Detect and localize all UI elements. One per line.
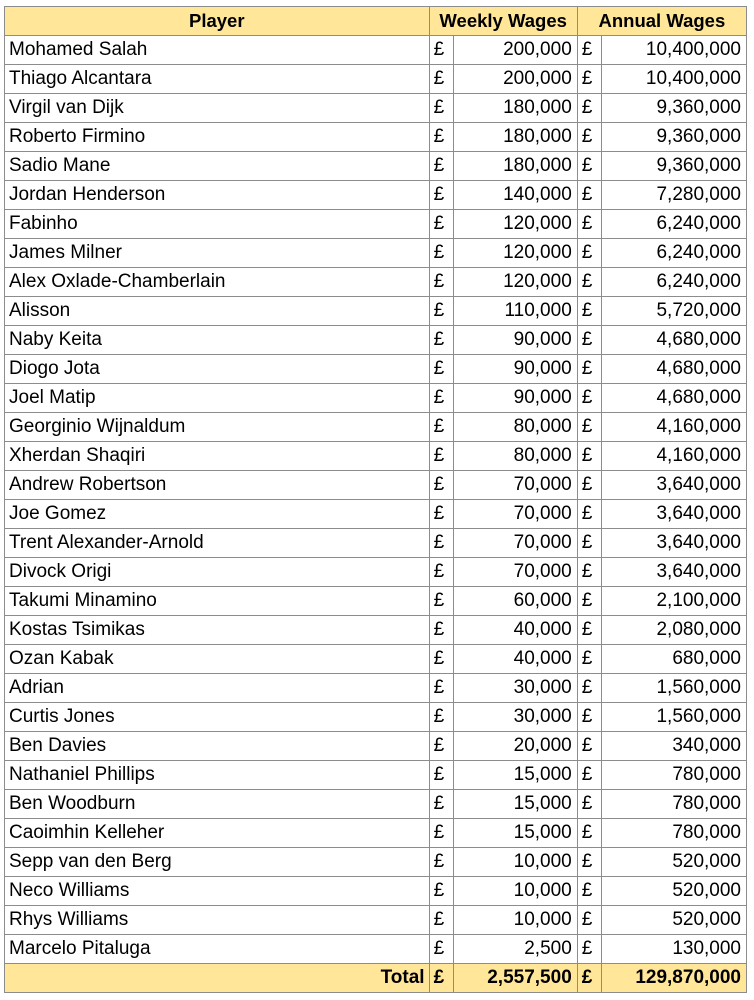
annual-currency-cell[interactable]: £ [577,384,601,413]
weekly-currency-cell[interactable]: £ [429,645,453,674]
annual-wage-cell[interactable]: 4,680,000 [601,326,746,355]
weekly-currency-cell[interactable]: £ [429,94,453,123]
annual-wage-cell[interactable]: 780,000 [601,761,746,790]
annual-currency-cell[interactable]: £ [577,36,601,65]
annual-wage-cell[interactable]: 9,360,000 [601,152,746,181]
annual-currency-cell[interactable]: £ [577,761,601,790]
annual-currency-cell[interactable]: £ [577,471,601,500]
player-name-cell[interactable]: Adrian [5,674,430,703]
annual-currency-cell[interactable]: £ [577,123,601,152]
weekly-currency-cell[interactable]: £ [429,384,453,413]
weekly-wage-cell[interactable]: 120,000 [453,210,577,239]
weekly-currency-cell[interactable]: £ [429,268,453,297]
annual-currency-cell[interactable]: £ [577,239,601,268]
total-label[interactable]: Total [5,964,430,993]
weekly-wage-cell[interactable]: 15,000 [453,819,577,848]
weekly-wage-cell[interactable]: 15,000 [453,790,577,819]
table-row [5,732,747,761]
player-name-cell[interactable]: Naby Keita [5,326,430,355]
annual-currency-cell[interactable]: £ [577,877,601,906]
table-row [5,181,747,210]
table-row [5,877,747,906]
weekly-wage-cell[interactable]: 120,000 [453,268,577,297]
player-name-cell[interactable]: Alex Oxlade-Chamberlain [5,268,430,297]
annual-wage-cell[interactable]: 130,000 [601,935,746,964]
annual-wage-cell[interactable]: 780,000 [601,819,746,848]
table-row [5,703,747,732]
annual-currency-cell[interactable]: £ [577,790,601,819]
weekly-currency-cell[interactable]: £ [429,674,453,703]
table-row [5,906,747,935]
table-row [5,616,747,645]
annual-wage-cell[interactable]: 520,000 [601,906,746,935]
weekly-wage-cell[interactable]: 80,000 [453,413,577,442]
annual-currency-cell[interactable]: £ [577,94,601,123]
weekly-wage-cell[interactable]: 200,000 [453,65,577,94]
player-name-cell[interactable]: Alisson [5,297,430,326]
wages-table [4,6,747,993]
weekly-currency-cell[interactable]: £ [429,906,453,935]
annual-currency-cell[interactable]: £ [577,703,601,732]
annual-currency-cell[interactable]: £ [577,152,601,181]
weekly-currency-cell[interactable]: £ [429,935,453,964]
weekly-wage-cell[interactable]: 90,000 [453,326,577,355]
annual-currency-cell[interactable]: £ [577,935,601,964]
weekly-wage-cell[interactable]: 70,000 [453,558,577,587]
weekly-currency-cell[interactable]: £ [429,297,453,326]
annual-wage-cell[interactable]: 10,400,000 [601,36,746,65]
weekly-currency-cell[interactable]: £ [429,500,453,529]
player-name-cell[interactable]: Joe Gomez [5,500,430,529]
table-row [5,442,747,471]
table-row [5,761,747,790]
weekly-wage-cell[interactable]: 70,000 [453,529,577,558]
weekly-currency-cell[interactable]: £ [429,732,453,761]
weekly-currency-cell[interactable]: £ [429,36,453,65]
player-name-cell[interactable]: Nathaniel Phillips [5,761,430,790]
annual-wage-cell[interactable]: 4,680,000 [601,384,746,413]
annual-wage-cell[interactable]: 4,160,000 [601,413,746,442]
player-name-cell[interactable]: Virgil van Dijk [5,94,430,123]
total-row [5,964,747,993]
weekly-currency-cell[interactable]: £ [429,877,453,906]
weekly-wage-cell[interactable]: 40,000 [453,645,577,674]
annual-wage-cell[interactable]: 10,400,000 [601,65,746,94]
table-row [5,65,747,94]
weekly-currency-cell[interactable]: £ [429,210,453,239]
annual-wage-cell[interactable]: 6,240,000 [601,239,746,268]
annual-currency-cell[interactable]: £ [577,732,601,761]
player-name-cell[interactable]: Rhys Williams [5,906,430,935]
weekly-currency-cell[interactable]: £ [429,558,453,587]
player-name-cell[interactable]: Neco Williams [5,877,430,906]
weekly-wage-cell[interactable]: 120,000 [453,239,577,268]
header-row [5,7,747,36]
weekly-currency-cell[interactable]: £ [429,65,453,94]
annual-currency-cell[interactable]: £ [577,558,601,587]
table-row [5,471,747,500]
weekly-wage-cell[interactable]: 200,000 [453,36,577,65]
annual-wage-cell[interactable]: 680,000 [601,645,746,674]
weekly-currency-cell[interactable]: £ [429,703,453,732]
annual-wage-cell[interactable]: 780,000 [601,790,746,819]
weekly-currency-cell[interactable]: £ [429,819,453,848]
weekly-wage-cell[interactable]: 180,000 [453,94,577,123]
annual-wage-cell[interactable]: 2,100,000 [601,587,746,616]
weekly-wage-cell[interactable]: 60,000 [453,587,577,616]
annual-currency-cell[interactable]: £ [577,645,601,674]
annual-wage-cell[interactable]: 7,280,000 [601,181,746,210]
annual-currency-cell[interactable]: £ [577,442,601,471]
player-name-cell[interactable]: Ben Davies [5,732,430,761]
player-name-cell[interactable]: Joel Matip [5,384,430,413]
table-row [5,674,747,703]
weekly-currency-cell[interactable]: £ [429,152,453,181]
annual-wage-cell[interactable]: 9,360,000 [601,94,746,123]
header-weekly-wages[interactable]: Weekly Wages [429,7,577,36]
annual-wage-cell[interactable]: 520,000 [601,877,746,906]
weekly-currency-cell[interactable]: £ [429,239,453,268]
annual-wage-cell[interactable]: 3,640,000 [601,471,746,500]
annual-currency-cell[interactable]: £ [577,355,601,384]
player-name-cell[interactable]: Ozan Kabak [5,645,430,674]
table-row [5,587,747,616]
weekly-currency-cell[interactable]: £ [429,790,453,819]
annual-wage-cell[interactable]: 3,640,000 [601,558,746,587]
player-name-cell[interactable]: Marcelo Pitaluga [5,935,430,964]
weekly-wage-cell[interactable]: 10,000 [453,848,577,877]
table-row [5,36,747,65]
weekly-currency-cell[interactable]: £ [429,587,453,616]
weekly-wage-cell[interactable]: 30,000 [453,674,577,703]
weekly-wage-cell[interactable]: 10,000 [453,906,577,935]
player-name-cell[interactable]: Xherdan Shaqiri [5,442,430,471]
player-name-cell[interactable]: Jordan Henderson [5,181,430,210]
annual-currency-cell[interactable]: £ [577,65,601,94]
table-row [5,239,747,268]
table-row [5,94,747,123]
annual-currency-cell[interactable]: £ [577,500,601,529]
annual-currency-cell[interactable]: £ [577,210,601,239]
weekly-currency-cell[interactable]: £ [429,123,453,152]
weekly-currency-cell[interactable]: £ [429,848,453,877]
annual-wage-cell[interactable]: 6,240,000 [601,268,746,297]
annual-currency-cell[interactable]: £ [577,906,601,935]
total-annual-wages[interactable]: 129,870,000 [601,964,746,993]
annual-wage-cell[interactable]: 3,640,000 [601,529,746,558]
table-row [5,210,747,239]
annual-wage-cell[interactable]: 4,160,000 [601,442,746,471]
header-player[interactable]: Player [5,7,430,36]
weekly-wage-cell[interactable]: 140,000 [453,181,577,210]
player-name-cell[interactable]: Thiago Alcantara [5,65,430,94]
weekly-wage-cell[interactable]: 2,500 [453,935,577,964]
annual-wage-cell[interactable]: 6,240,000 [601,210,746,239]
annual-currency-cell[interactable]: £ [577,529,601,558]
player-name-cell[interactable]: Kostas Tsimikas [5,616,430,645]
annual-wage-cell[interactable]: 1,560,000 [601,703,746,732]
table-row [5,558,747,587]
annual-currency-cell[interactable]: £ [577,587,601,616]
weekly-currency-cell[interactable]: £ [429,181,453,210]
annual-wage-cell[interactable]: 340,000 [601,732,746,761]
player-name-cell[interactable]: James Milner [5,239,430,268]
player-name-cell[interactable]: Divock Origi [5,558,430,587]
table-row [5,645,747,674]
weekly-currency-cell[interactable]: £ [429,326,453,355]
annual-currency-cell[interactable]: £ [577,819,601,848]
table-row [5,529,747,558]
annual-currency-cell[interactable]: £ [577,268,601,297]
annual-currency-cell[interactable]: £ [577,326,601,355]
annual-wage-cell[interactable]: 1,560,000 [601,674,746,703]
weekly-wage-cell[interactable]: 180,000 [453,123,577,152]
weekly-wage-cell[interactable]: 70,000 [453,471,577,500]
weekly-currency-cell[interactable]: £ [429,471,453,500]
annual-wage-cell[interactable]: 2,080,000 [601,616,746,645]
weekly-wage-cell[interactable]: 80,000 [453,442,577,471]
table-row [5,935,747,964]
total-weekly-wages[interactable]: 2,557,500 [453,964,577,993]
annual-currency-cell[interactable]: £ [577,297,601,326]
player-name-cell[interactable]: Mohamed Salah [5,36,430,65]
total-weekly-currency[interactable]: £ [429,964,453,993]
header-annual-wages[interactable]: Annual Wages [577,7,746,36]
annual-wage-cell[interactable]: 5,720,000 [601,297,746,326]
table-row [5,790,747,819]
table-row [5,384,747,413]
weekly-wage-cell[interactable]: 10,000 [453,877,577,906]
player-name-cell[interactable]: Trent Alexander-Arnold [5,529,430,558]
player-name-cell[interactable]: Diogo Jota [5,355,430,384]
table-row [5,123,747,152]
annual-currency-cell[interactable]: £ [577,181,601,210]
annual-wage-cell[interactable]: 520,000 [601,848,746,877]
player-name-cell[interactable]: Sadio Mane [5,152,430,181]
annual-currency-cell[interactable]: £ [577,616,601,645]
weekly-wage-cell[interactable]: 70,000 [453,500,577,529]
table-row [5,819,747,848]
weekly-currency-cell[interactable]: £ [429,413,453,442]
table-row [5,413,747,442]
player-name-cell[interactable]: Caoimhin Kelleher [5,819,430,848]
table-row [5,297,747,326]
player-name-cell[interactable]: Georginio Wijnaldum [5,413,430,442]
table-row [5,355,747,384]
table-body [5,36,747,964]
weekly-wage-cell[interactable]: 40,000 [453,616,577,645]
total-annual-currency[interactable]: £ [577,964,601,993]
table-row [5,326,747,355]
weekly-wage-cell[interactable]: 180,000 [453,152,577,181]
weekly-currency-cell[interactable]: £ [429,616,453,645]
weekly-currency-cell[interactable]: £ [429,355,453,384]
annual-currency-cell[interactable]: £ [577,674,601,703]
weekly-wage-cell[interactable]: 110,000 [453,297,577,326]
weekly-wage-cell[interactable]: 90,000 [453,384,577,413]
player-name-cell[interactable]: Takumi Minamino [5,587,430,616]
player-name-cell[interactable]: Curtis Jones [5,703,430,732]
weekly-wage-cell[interactable]: 15,000 [453,761,577,790]
table-row [5,848,747,877]
annual-currency-cell[interactable]: £ [577,848,601,877]
weekly-currency-cell[interactable]: £ [429,442,453,471]
annual-wage-cell[interactable]: 4,680,000 [601,355,746,384]
weekly-currency-cell[interactable]: £ [429,529,453,558]
annual-currency-cell[interactable]: £ [577,413,601,442]
weekly-wage-cell[interactable]: 90,000 [453,355,577,384]
player-name-cell[interactable]: Andrew Robertson [5,471,430,500]
weekly-wage-cell[interactable]: 30,000 [453,703,577,732]
table-row [5,500,747,529]
weekly-wage-cell[interactable]: 20,000 [453,732,577,761]
annual-wage-cell[interactable]: 3,640,000 [601,500,746,529]
player-name-cell[interactable]: Roberto Firmino [5,123,430,152]
table-row [5,152,747,181]
player-name-cell[interactable]: Fabinho [5,210,430,239]
table-row [5,268,747,297]
weekly-currency-cell[interactable]: £ [429,761,453,790]
annual-wage-cell[interactable]: 9,360,000 [601,123,746,152]
player-name-cell[interactable]: Ben Woodburn [5,790,430,819]
player-name-cell[interactable]: Sepp van den Berg [5,848,430,877]
